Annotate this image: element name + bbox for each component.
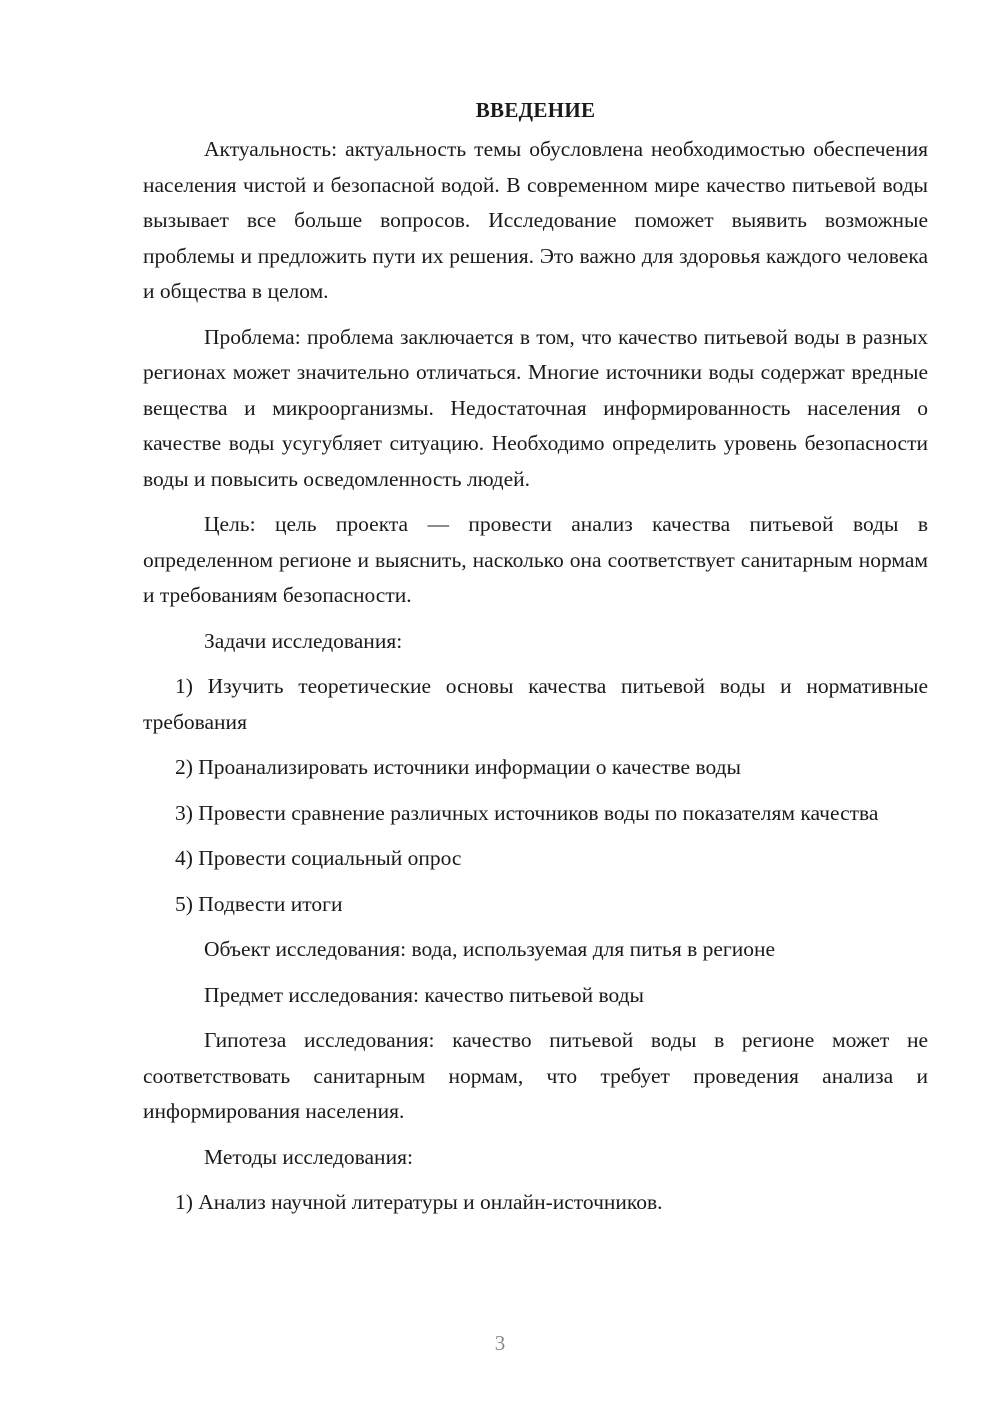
- task-item-5: 5) Подвести итоги: [175, 891, 343, 916]
- task-item-3: 3) Провести сравнение различных источников воды по показателям качества: [175, 800, 879, 825]
- research-subject: Предмет исследования: качество питьевой воды: [204, 982, 644, 1007]
- task-item-4: 4) Провести социальный опрос: [175, 846, 462, 870]
- paragraph-problem: Проблема: проблема заключается в том, что качество питьевой воды в разных регионах может значительно отличаться. Многие источники воды содержат вредные вещества и микроорганизмы. Недостаточная информированность населения о качестве воды усугубляет ситуацию. Необходимо определить уровень безопасности воды и повысить осведомленность людей.: [143, 324, 928, 491]
- method-item-1: 1) Анализ научной литературы и онлайн-источников.: [175, 1190, 663, 1214]
- task-item-2: 2) Проанализировать источники информации о качестве воды: [175, 755, 741, 779]
- research-hypothesis: Гипотеза исследования: качество питьевой воды в регионе может не соответствовать санитарным нормам, что требует проведения анализа и информирования населения.: [143, 1028, 928, 1123]
- research-object: Объект исследования: вода, используемая для питья в регионе: [204, 937, 776, 961]
- methods-heading: Методы исследования:: [204, 1144, 413, 1169]
- paragraph-relevance: Актуальность: актуальность темы обусловлена необходимостью обеспечения населения чистой и безопасной водой. В современном мире качество питьевой воды вызывает все больше вопросов. Исследование поможет выявить возможные проблемы и предложить пути их решения. Это важно для здоровья каждого человека и общества в целом.: [143, 137, 928, 303]
- task-item-1: 1) Изучить теоретические основы качества питьевой воды и нормативные требования: [143, 674, 928, 734]
- page-content: [143, 92, 928, 1231]
- page-number: 3: [494, 1331, 506, 1355]
- tasks-heading: Задачи исследования:: [204, 628, 403, 653]
- paragraph-goal: Цель: цель проекта — провести анализ качества питьевой воды в определенном регионе и выяснить, насколько она соответствует санитарным нормам и требованиям безопасности.: [143, 512, 928, 607]
- section-title: ВВЕДЕНИЕ: [475, 98, 596, 122]
